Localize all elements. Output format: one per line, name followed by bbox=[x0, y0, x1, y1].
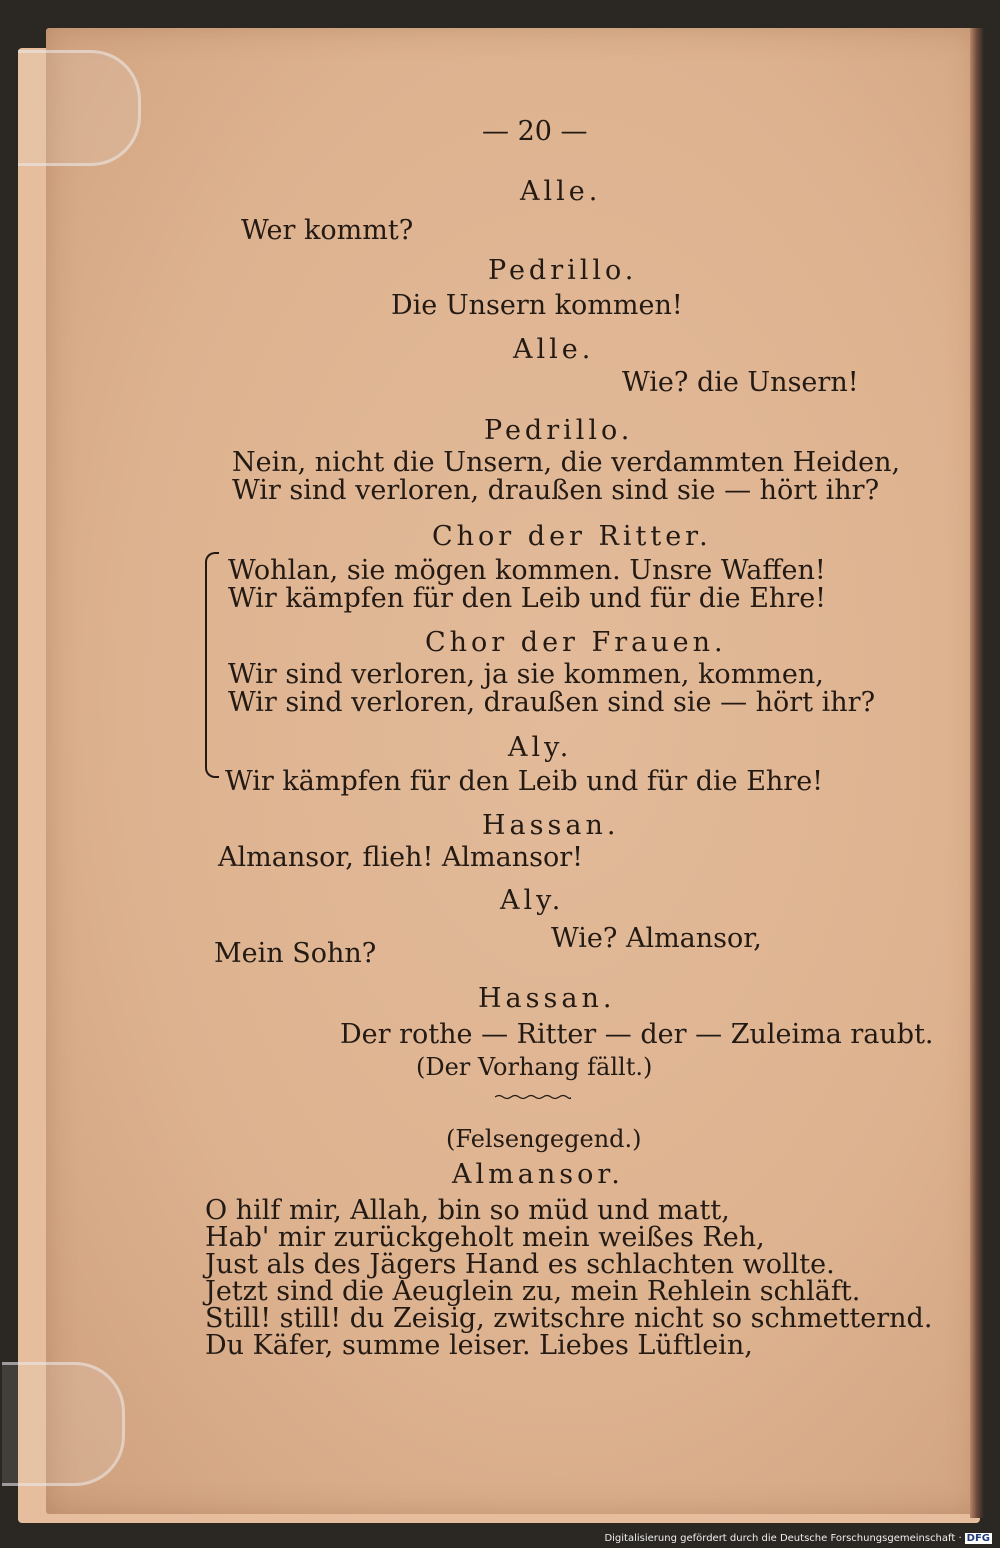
speaker-name: Almansor. bbox=[452, 1159, 624, 1190]
verse-line: Wir sind verloren, draußen sind sie — hört ihr? bbox=[232, 475, 880, 506]
speaker-name: Chor der Frauen. bbox=[425, 627, 727, 658]
speaker-name: Alle. bbox=[513, 334, 595, 365]
section-divider bbox=[495, 1094, 571, 1100]
dfg-logo: DFG bbox=[966, 1533, 990, 1544]
verse-line: Wir kämpfen für den Leib und für die Ehre! bbox=[228, 583, 827, 614]
verse-line: Wir sind verloren, draußen sind sie — hört ihr? bbox=[228, 687, 876, 718]
verse-line: Wohlan, sie mögen kommen. Unsre Waffen! bbox=[228, 555, 826, 586]
speaker-name: Hassan. bbox=[482, 810, 620, 841]
verse-line: Wie? die Unsern! bbox=[622, 367, 859, 398]
verse-line: Wir sind verloren, ja sie kommen, kommen, bbox=[228, 659, 824, 690]
verse-line: Still! still! du Zeisig, zwitschre nicht so schmetternd. bbox=[205, 1303, 933, 1334]
stage-direction: (Der Vorhang fällt.) bbox=[416, 1053, 653, 1081]
speaker-name: Aly. bbox=[508, 732, 573, 763]
verse-line: Wir kämpfen für den Leib und für die Ehre! bbox=[225, 766, 824, 797]
speaker-name: Pedrillo. bbox=[488, 255, 638, 286]
speaker-name: Chor der Ritter. bbox=[432, 521, 712, 552]
book-gutter bbox=[970, 28, 984, 1518]
page-clip-icon bbox=[2, 1362, 125, 1486]
page-number: — 20 — bbox=[482, 116, 588, 147]
verse-line: O hilf mir, Allah, bin so müd und matt, bbox=[205, 1195, 730, 1226]
stage-direction: (Felsengegend.) bbox=[446, 1125, 642, 1153]
verse-line: Der rothe — Ritter — der — Zuleima raubt. bbox=[340, 1019, 934, 1050]
page-clip-icon bbox=[18, 50, 141, 166]
verse-line: Hab' mir zurückgeholt mein weißes Reh, bbox=[205, 1222, 765, 1253]
verse-line: Jetzt sind die Aeuglein zu, mein Rehlein schläft. bbox=[205, 1276, 861, 1307]
digitization-credit bbox=[604, 1533, 992, 1544]
verse-line: Mein Sohn? bbox=[214, 938, 377, 969]
verse-line: Nein, nicht die Unsern, die verdammten Heiden, bbox=[232, 447, 901, 478]
speaker-name: Aly. bbox=[500, 885, 565, 916]
choral-bracket bbox=[205, 552, 219, 778]
verse-line: Just als des Jägers Hand es schlachten wollte. bbox=[205, 1249, 835, 1280]
speaker-name: Hassan. bbox=[478, 983, 616, 1014]
verse-line: Wer kommt? bbox=[241, 215, 414, 246]
speaker-name: Alle. bbox=[520, 176, 602, 207]
verse-line: Wie? Almansor, bbox=[551, 923, 762, 954]
speaker-name: Pedrillo. bbox=[484, 415, 634, 446]
verse-line: Du Käfer, summe leiser. Liebes Lüftlein, bbox=[205, 1330, 753, 1361]
verse-line: Almansor, flieh! Almansor! bbox=[218, 842, 583, 873]
verse-line: Die Unsern kommen! bbox=[391, 290, 683, 321]
credit-text: Digitalisierung gefördert durch die Deutsche Forschungsgemeinschaft · bbox=[604, 1533, 962, 1544]
